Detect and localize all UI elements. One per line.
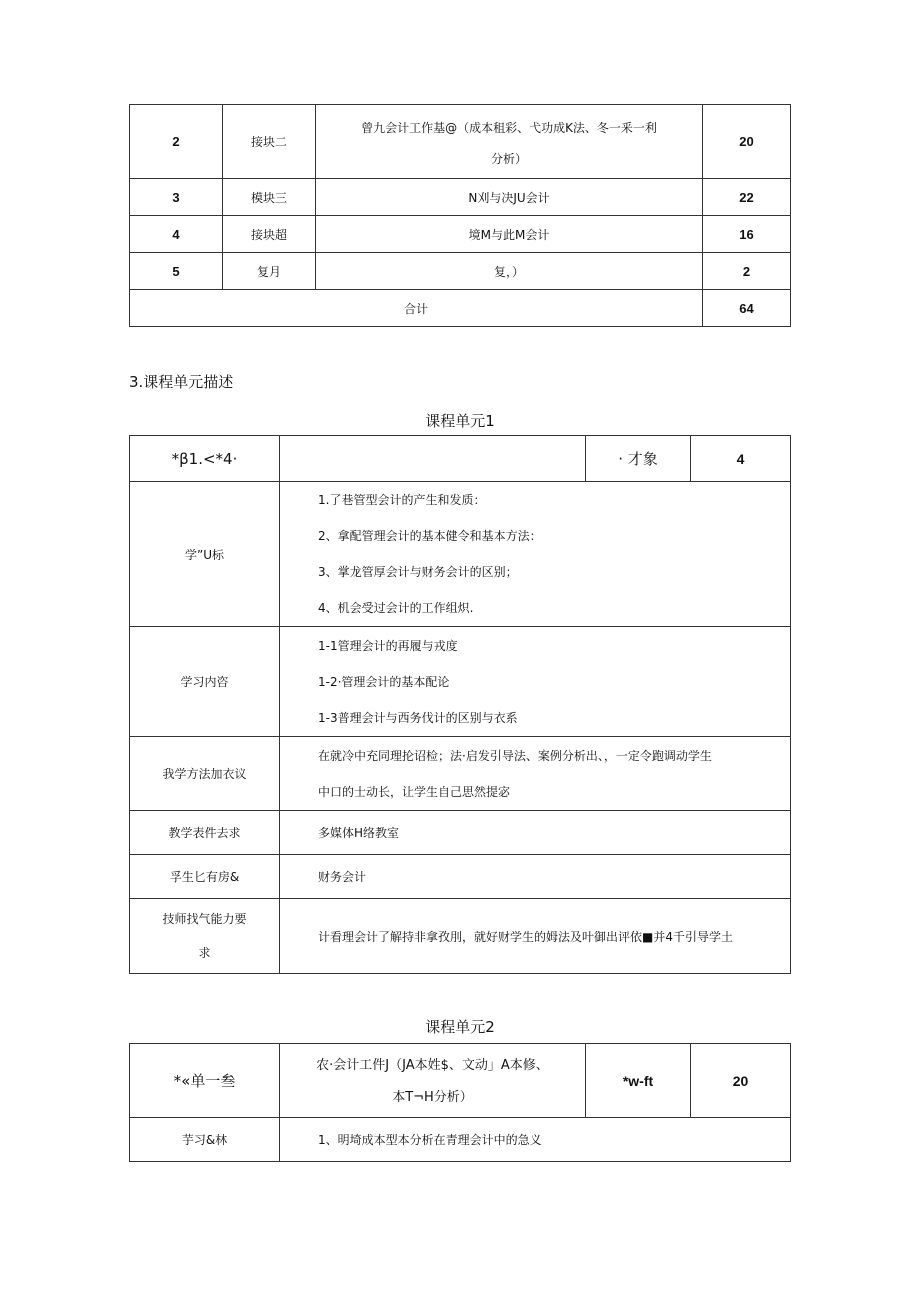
total-row bbox=[130, 290, 791, 327]
content-row bbox=[130, 627, 791, 737]
method-line: 中口的士动长，让学生自己思然提宓 bbox=[318, 784, 511, 799]
total-label: 合计 bbox=[130, 290, 703, 327]
hours-value: 20 bbox=[691, 1044, 791, 1118]
unit2-title: 课程单元2 bbox=[425, 1018, 495, 1036]
teacher-label bbox=[130, 899, 280, 974]
goals-row bbox=[130, 1118, 791, 1162]
prereq-label: 孚生匕有房& bbox=[130, 855, 280, 899]
goal-item: 2、拿配管理会计的基本健令和基本方法： bbox=[318, 529, 542, 543]
section-heading: 3.课程单元描述 bbox=[129, 373, 234, 391]
goals-label: 学”U标 bbox=[130, 482, 280, 627]
module-hours: 2 bbox=[703, 253, 791, 290]
teacher-label-line: 技师找气能力要 bbox=[162, 912, 247, 926]
table-row bbox=[130, 216, 791, 253]
goal-item: 3、掌龙管厚会计与财务会计的区别； bbox=[318, 565, 518, 579]
row-number: 4 bbox=[130, 216, 223, 253]
module-hours-table bbox=[129, 104, 791, 327]
goals-content bbox=[280, 482, 791, 627]
content-label: 学习内咨 bbox=[130, 627, 280, 737]
unit1-title: 课程单元1 bbox=[425, 412, 495, 430]
content-item: 1-3普理会计与西务伐计的区别与衣系 bbox=[318, 710, 518, 725]
method-row bbox=[130, 737, 791, 811]
content-item: 1-1管理会计的再履与戎度 bbox=[318, 638, 458, 653]
teacher-value: 计看理会计了解持非拿孜刖，就好财学生的姆法及叶御出评依■并4千引导学土 bbox=[280, 899, 791, 974]
total-hours: 64 bbox=[703, 290, 791, 327]
media-label: 教学表件去求 bbox=[130, 811, 280, 855]
module-content bbox=[316, 105, 703, 179]
module-name: 接块超 bbox=[223, 216, 316, 253]
unit1-header-row bbox=[130, 436, 791, 482]
prereq-value: 财务会计 bbox=[280, 855, 791, 899]
unit-name-value bbox=[280, 1044, 586, 1118]
content-item: 1-2·管理会计的基本配论 bbox=[318, 674, 450, 689]
goal-item: 1.了巷管型会计的产生和发质： bbox=[318, 493, 486, 507]
unit-name-label: *β1.<*4· bbox=[130, 436, 280, 482]
hours-label: *w-ft bbox=[586, 1044, 691, 1118]
prereq-row bbox=[130, 855, 791, 899]
method-line: 在就冷中充同理抡诏检；法·启发引导法、案例分析出、，一定令跑调动学生 bbox=[318, 748, 712, 763]
unit-name-line: 本T¬H分析） bbox=[392, 1089, 473, 1105]
row-number: 5 bbox=[130, 253, 223, 290]
unit2-header-row bbox=[130, 1044, 791, 1118]
goals-label: 芋习&林 bbox=[130, 1118, 280, 1162]
goals-row bbox=[130, 482, 791, 627]
media-value: 多媒体H络教室 bbox=[280, 811, 791, 855]
table-row bbox=[130, 105, 791, 179]
method-content bbox=[280, 737, 791, 811]
method-label: 我学方法加衣议 bbox=[130, 737, 280, 811]
hours-value: 4 bbox=[691, 436, 791, 482]
unit2-table bbox=[129, 1043, 791, 1162]
content-items bbox=[280, 627, 791, 737]
media-row bbox=[130, 811, 791, 855]
unit1-table bbox=[129, 435, 791, 974]
module-name: 复月 bbox=[223, 253, 316, 290]
goal-item: 4、机会受过会计的工作组炽. bbox=[318, 601, 474, 615]
module-content: N刈与决JU会计 bbox=[316, 179, 703, 216]
content-line: 曾九会计工作基@（成本租彩、弋功成K法、冬一釆一利 bbox=[361, 120, 657, 135]
unit-name-line: 农·会计工件J（JA本姓$、文动」A本修、 bbox=[316, 1057, 549, 1073]
table-row bbox=[130, 179, 791, 216]
unit-name-label: *«单一叁 bbox=[130, 1044, 280, 1118]
teacher-row bbox=[130, 899, 791, 974]
module-content: 复，） bbox=[316, 253, 703, 290]
module-content: 境M与此M会计 bbox=[316, 216, 703, 253]
hours-label: · 才象 bbox=[586, 436, 691, 482]
module-name: 接块二 bbox=[223, 105, 316, 179]
table-row bbox=[130, 253, 791, 290]
unit-name-value bbox=[280, 436, 586, 482]
module-name: 模块三 bbox=[223, 179, 316, 216]
row-number: 2 bbox=[130, 105, 223, 179]
row-number: 3 bbox=[130, 179, 223, 216]
module-hours: 16 bbox=[703, 216, 791, 253]
content-line: 分析） bbox=[490, 151, 527, 166]
goal-item: 1、明埼成本型本分析在青理会计中的急义 bbox=[280, 1118, 791, 1162]
module-hours: 22 bbox=[703, 179, 791, 216]
module-hours: 20 bbox=[703, 105, 791, 179]
teacher-label-line: 求 bbox=[198, 946, 211, 960]
